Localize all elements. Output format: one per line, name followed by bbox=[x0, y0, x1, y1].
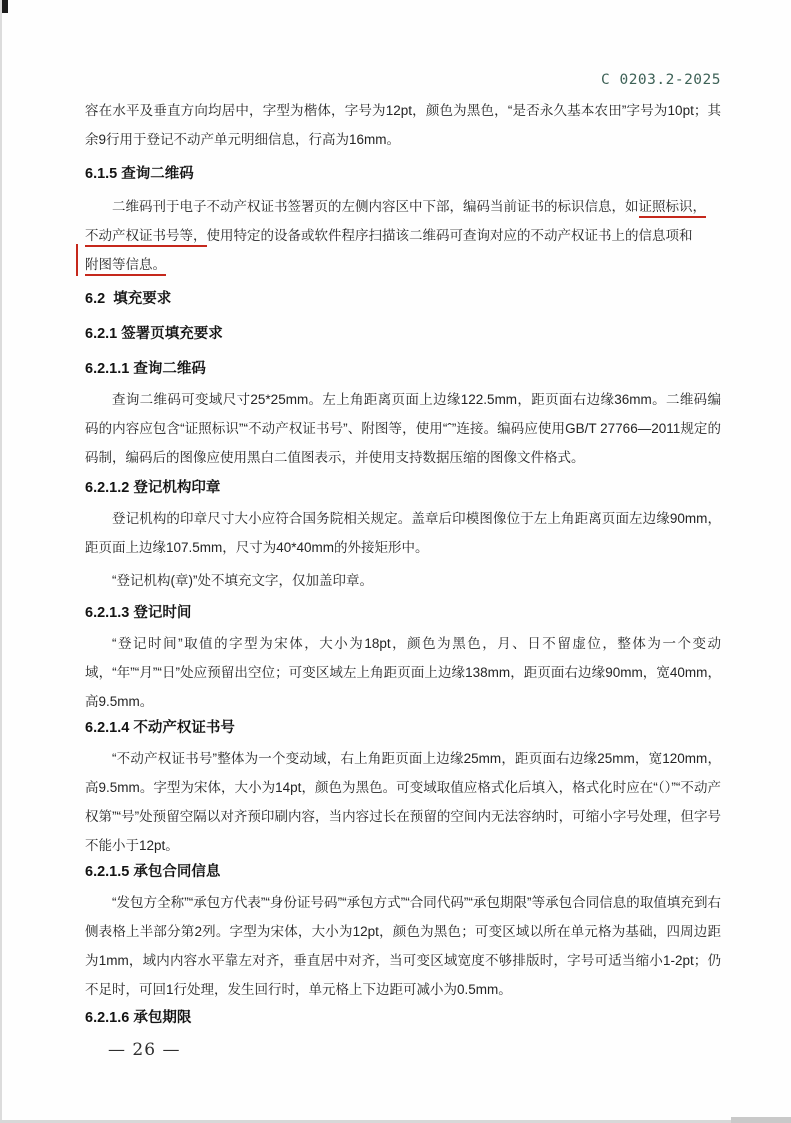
red-underlined-text: 附图等信息。 bbox=[85, 257, 166, 276]
red-underlined-text: 不动产权证书号等， bbox=[85, 228, 207, 247]
section-paragraph-6-1-5 bbox=[85, 192, 721, 279]
paragraph-line bbox=[85, 192, 721, 221]
section-paragraph-6-2-1-4: “不动产权证书号”整体为一个变动域，右上角距页面上边缘25mm，距页面右边缘25mm，宽120mm，高9.5mm。字型为宋体，大小为14pt，颜色为黑色。可变域取值应格式化后填入，格式化时应在“（）”“不动产权第”“号”处预留空隔以对齐预印刷内容，当内容过长在预留的空间内无法容纳时，可缩小字号处理，但字号不能小于12pt。 bbox=[85, 751, 721, 853]
section-paragraph-6-2-1-5: “发包方全称”“承包方代表”“身份证号码”“承包方式”“合同代码”“承包期限”等承包合同信息的取值填充到右侧表格上半部分第2列。字型为宋体，大小为12pt，颜色为黑色；可变区域以所在单元格为基础，四周边距为1mm，域内内容水平靠左对齐，垂直居中对齐，当可变区域宽度不够排版时，字号可适当缩小1-2pt；仍不足时，可回1行处理，发生回行时，单元格上下边距可减小为0.5mm。 bbox=[85, 895, 721, 997]
paragraph-line bbox=[85, 221, 721, 250]
document-code-header: C 0203.2-2025 bbox=[601, 72, 721, 88]
section-heading-6-1-5: 6.1.5 查询二维码 bbox=[85, 166, 194, 182]
section-heading-6-2-1-1: 6.2.1.1 查询二维码 bbox=[85, 361, 206, 377]
section-heading-6-2: 6.2 填充要求 bbox=[85, 291, 172, 307]
page-content bbox=[85, 0, 721, 1060]
section-heading-6-2-1-5: 6.2.1.5 承包合同信息 bbox=[85, 864, 221, 880]
section-paragraph-6-2-1-3: “登记时间”取值的字型为宋体，大小为18pt，颜色为黑色，月、日不留虚位，整体为一个变动域，“年”“月”“日”处应预留出空位；可变区域左上角距页面上边缘138mm，距页面右边缘90mm，宽40mm，高9.5mm。 bbox=[85, 636, 721, 709]
section-heading-6-2-1-6: 6.2.1.6 承包期限 bbox=[85, 1010, 192, 1026]
section-paragraph-6-2-1-2-a: 登记机构的印章尺寸大小应符合国务院相关规定。盖章后印模图像位于左上角距离页面左边缘90mm，距页面上边缘107.5mm，尺寸为40*40mm的外接矩形中。 bbox=[85, 511, 721, 555]
page-number: — 26 — bbox=[108, 1040, 181, 1060]
intro-paragraph: 容在水平及垂直方向均居中，字型为楷体，字号为12pt，颜色为黑色，“是否永久基本农田”字号为10pt；其余9行用于登记不动产单元明细信息，行高为16mm。 bbox=[85, 103, 721, 147]
plain-text: 二维码刊于电子不动产权证书签署页的左侧内容区中下部，编码当前证书的标识信息，如 bbox=[112, 199, 639, 214]
red-underlined-text: 证照标识， bbox=[639, 199, 707, 218]
paragraph-line bbox=[85, 250, 721, 279]
section-heading-6-2-1-3: 6.2.1.3 登记时间 bbox=[85, 605, 192, 621]
red-mark-vertical-line bbox=[76, 244, 78, 276]
scan-edge-left bbox=[0, 0, 2, 1123]
section-paragraph-6-2-1-1: 查询二维码可变域尺寸25*25mm。左上角距离页面上边缘122.5mm，距页面右边缘36mm。二维码编码的内容应包含“证照标识”“不动产权证书号”、附图等，使用“ˆ”连接。编码应使用GB/T 27766—2011规定的码制，编码后的图像应使用黑白二值图表示，并使用支持数据压缩的图像文件格式。 bbox=[85, 392, 721, 465]
section-heading-6-2-1-4: 6.2.1.4 不动产权证书号 bbox=[85, 720, 235, 736]
scan-edge-bottom-right bbox=[731, 1117, 791, 1123]
section-heading-6-2-1: 6.2.1 签署页填充要求 bbox=[85, 326, 223, 342]
section-heading-6-2-1-2: 6.2.1.2 登记机构印章 bbox=[85, 480, 221, 496]
section-paragraph-6-2-1-2-b: “登记机构(章)”处不填充文字，仅加盖印章。 bbox=[112, 573, 373, 588]
plain-text: 使用特定的设备或软件程序扫描该二维码可查询对应的不动产权证书上的信息项和 bbox=[206, 228, 693, 243]
